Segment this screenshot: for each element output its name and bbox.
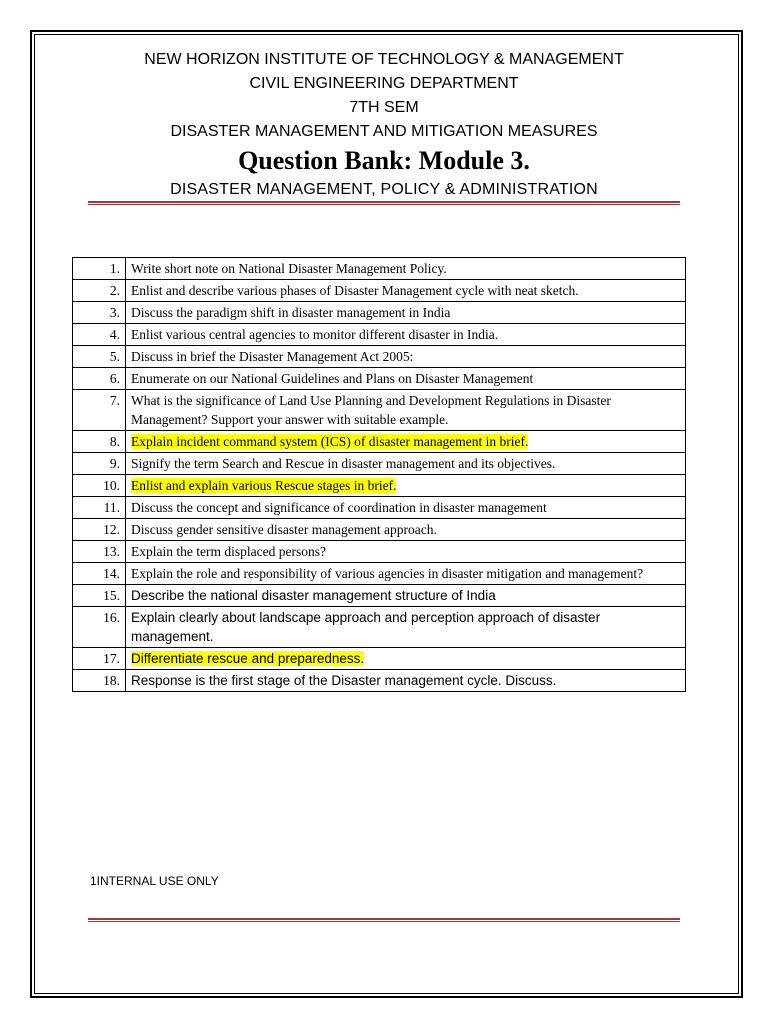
department-name: CIVIL ENGINEERING DEPARTMENT bbox=[249, 75, 519, 92]
table-row bbox=[73, 563, 686, 585]
question-text-highlighted bbox=[126, 431, 686, 453]
question-text: Enlist various central agencies to monitor different disaster in India. bbox=[126, 324, 686, 346]
header-divider bbox=[88, 201, 680, 205]
question-number: 15. bbox=[73, 585, 126, 607]
table-row bbox=[73, 497, 686, 519]
question-text: Discuss gender sensitive disaster management approach. bbox=[126, 519, 686, 541]
question-text: Explain clearly about landscape approach and perception approach of disaster management. bbox=[126, 607, 686, 648]
question-number: 12. bbox=[73, 519, 126, 541]
footer-divider bbox=[88, 918, 680, 922]
question-text: Write short note on National Disaster Management Policy. bbox=[126, 258, 686, 280]
institute-name: NEW HORIZON INSTITUTE OF TECHNOLOGY & MANAGEMENT bbox=[144, 51, 624, 68]
question-number: 1. bbox=[73, 258, 126, 280]
table-row bbox=[73, 607, 686, 648]
question-text-highlighted bbox=[126, 648, 686, 670]
question-text: Explain the term displaced persons? bbox=[126, 541, 686, 563]
question-text: What is the significance of Land Use Planning and Development Regulations in Disaster Management? Support your answer with suitable example. bbox=[126, 390, 686, 431]
footer-label: 1INTERNAL USE ONLY bbox=[90, 874, 219, 888]
question-number: 7. bbox=[73, 390, 126, 431]
question-number: 13. bbox=[73, 541, 126, 563]
question-number: 10. bbox=[73, 475, 126, 497]
question-table bbox=[72, 257, 686, 692]
document-header bbox=[0, 48, 768, 202]
subject-name: DISASTER MANAGEMENT AND MITIGATION MEASURES bbox=[170, 123, 598, 140]
question-number: 18. bbox=[73, 670, 126, 692]
question-number: 11. bbox=[73, 497, 126, 519]
table-row bbox=[73, 670, 686, 692]
question-number: 6. bbox=[73, 368, 126, 390]
question-text: Explain the role and responsibility of various agencies in disaster mitigation and management? bbox=[126, 563, 686, 585]
question-text: Discuss the paradigm shift in disaster management in India bbox=[126, 302, 686, 324]
question-number: 4. bbox=[73, 324, 126, 346]
question-text: Discuss the concept and significance of coordination in disaster management bbox=[126, 497, 686, 519]
table-row bbox=[73, 431, 686, 453]
question-number: 9. bbox=[73, 453, 126, 475]
question-text-highlighted bbox=[126, 475, 686, 497]
table-row bbox=[73, 324, 686, 346]
question-text: Enlist and describe various phases of Disaster Management cycle with neat sketch. bbox=[126, 280, 686, 302]
question-text: Describe the national disaster management structure of India bbox=[126, 585, 686, 607]
table-row bbox=[73, 368, 686, 390]
highlight: Explain incident command system (ICS) of disaster management in brief. bbox=[131, 434, 529, 449]
question-number: 3. bbox=[73, 302, 126, 324]
highlight: Enlist and explain various Rescue stages in brief. bbox=[131, 478, 397, 493]
question-number: 2. bbox=[73, 280, 126, 302]
question-text: Enumerate on our National Guidelines and Plans on Disaster Management bbox=[126, 368, 686, 390]
table-row bbox=[73, 280, 686, 302]
table-row bbox=[73, 648, 686, 670]
module-name: DISASTER MANAGEMENT, POLICY & ADMINISTRATION bbox=[170, 181, 598, 198]
table-row bbox=[73, 541, 686, 563]
table-row bbox=[73, 475, 686, 497]
question-text: Discuss in brief the Disaster Management Act 2005: bbox=[126, 346, 686, 368]
question-text: Signify the term Search and Rescue in disaster management and its objectives. bbox=[126, 453, 686, 475]
semester-label: 7TH SEM bbox=[349, 99, 419, 116]
question-text: Response is the first stage of the Disaster management cycle. Discuss. bbox=[126, 670, 686, 692]
highlight: Differentiate rescue and preparedness. bbox=[131, 651, 365, 666]
page-title: Question Bank: Module 3. bbox=[238, 146, 530, 175]
table-row bbox=[73, 390, 686, 431]
table-row bbox=[73, 519, 686, 541]
table-row bbox=[73, 453, 686, 475]
question-number: 5. bbox=[73, 346, 126, 368]
question-number: 17. bbox=[73, 648, 126, 670]
table-row bbox=[73, 258, 686, 280]
table-row bbox=[73, 302, 686, 324]
table-row bbox=[73, 346, 686, 368]
question-number: 16. bbox=[73, 607, 126, 648]
table-row bbox=[73, 585, 686, 607]
question-number: 8. bbox=[73, 431, 126, 453]
question-number: 14. bbox=[73, 563, 126, 585]
